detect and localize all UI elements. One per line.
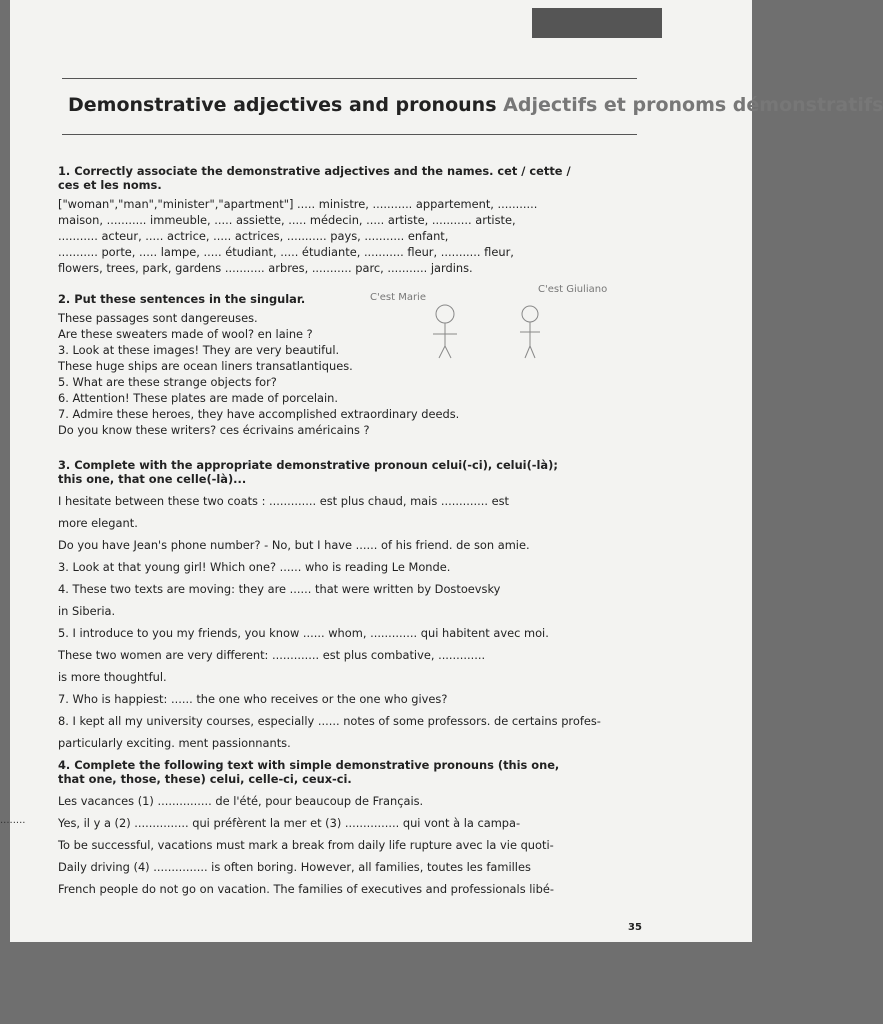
page-title bbox=[68, 94, 883, 116]
title-rule-top bbox=[62, 78, 637, 79]
exercise-4-line: To be successful, vacations must mark a break from daily life rupture avec la vie quoti- bbox=[58, 838, 554, 852]
annotation-right: C'est Giuliano bbox=[538, 284, 608, 295]
exercise-2-line: 3. Look at these images! They are very beautiful. bbox=[58, 343, 340, 357]
title-en: Demonstrative adjectives and pronouns bbox=[68, 94, 497, 116]
exercise-2-line: Are these sweaters made of wool? en laine ? bbox=[58, 327, 313, 341]
exercise-1-line: maison, ........... immeuble, ..... assiette, ..... médecin, ..... artiste, ........... artiste, bbox=[58, 213, 516, 227]
stick-figure-icon bbox=[433, 305, 457, 358]
exercise-3-line: These two women are very different: ............. est plus combative, ............. bbox=[58, 648, 486, 662]
exercise-2-heading: 2. Put these sentences in the singular. bbox=[58, 292, 306, 306]
exercise-3-line: 7. Who is happiest: ...... the one who receives or the one who gives? bbox=[58, 692, 448, 706]
exercise-4-line: Daily driving (4) ............... is often boring. However, all families, toutes les familles bbox=[58, 860, 531, 874]
exercise-2-line: 5. What are these strange objects for? bbox=[58, 375, 277, 389]
exercise-4-line: Yes, il y a (2) ............... qui préfèrent la mer et (3) ............... qui vont à la campa- bbox=[58, 816, 521, 830]
exercise-1-line: flowers, trees, park, gardens ........... arbres, ........... parc, ........... jardins. bbox=[58, 261, 473, 275]
corner-tab bbox=[532, 8, 662, 38]
margin-sketch bbox=[370, 280, 670, 360]
exercise-4-line: Les vacances (1) ............... de l'été, pour beaucoup de Français. bbox=[58, 794, 424, 808]
exercise-3-line: 5. I introduce to you my friends, you know ...... whom, ............. qui habitent avec moi. bbox=[58, 626, 549, 640]
exercise-1-line: ........... acteur, ..... actrice, ..... actrices, ........... pays, ........... enfant, bbox=[58, 229, 449, 243]
exercise-4-heading: 4. Complete the following text with simple demonstrative pronouns (this one, that one, those, these) celui, celle-ci, ceux-ci. bbox=[58, 758, 560, 786]
annotation-left: C'est Marie bbox=[370, 292, 426, 303]
exercise-2-line: These huge ships are ocean liners transatlantiques. bbox=[58, 359, 353, 373]
exercise-3-line: 3. Look at that young girl! Which one? ...... who is reading Le Monde. bbox=[58, 560, 451, 574]
worksheet-page bbox=[10, 0, 883, 942]
exercise-3-line: is more thoughtful. bbox=[58, 670, 167, 684]
exercise-3-line: in Siberia. bbox=[58, 604, 116, 618]
exercise-1-line: ........... porte, ..... lampe, ..... étudiant, ..... étudiante, ........... fleur, ........... fleur, bbox=[58, 245, 514, 259]
exercise-1 bbox=[58, 164, 578, 276]
exercise-1-heading: 1. Correctly associate the demonstrative adjectives and the names. cet / cette / ces et les noms. bbox=[58, 164, 571, 192]
title-rule-bottom bbox=[62, 134, 637, 135]
exercise-3-heading: 3. Complete with the appropriate demonstrative pronoun celui(-ci), celui(-là); this one, that one celle(-là)... bbox=[58, 458, 558, 486]
exercise-3-line: I hesitate between these two coats : ............. est plus chaud, mais ............. est bbox=[58, 494, 509, 508]
exercise-3-line: more elegant. bbox=[58, 516, 138, 530]
stick-figure-icon bbox=[520, 306, 540, 358]
exercise-2-line: 7. Admire these heroes, they have accomplished extraordinary deeds. bbox=[58, 407, 460, 421]
exercise-3-line: Do you have Jean's phone number? - No, but I have ...... of his friend. de son amie. bbox=[58, 538, 530, 552]
exercise-2-line: These passages sont dangereuses. bbox=[58, 311, 258, 325]
exercise-1-line: ["woman","man","minister","apartment"] ..... ministre, ........... appartement, ........... bbox=[58, 197, 538, 211]
exercise-4-line: French people do not go on vacation. The families of executives and professionals libé- bbox=[58, 882, 554, 896]
page-number: 35 bbox=[628, 922, 642, 933]
exercise-3-line: 8. I kept all my university courses, especially ...... notes of some professors. de certains profes- bbox=[58, 714, 601, 728]
exercise-2-line: 6. Attention! These plates are made of porcelain. bbox=[58, 391, 339, 405]
title-fr: Adjectifs et pronoms démonstratifs bbox=[503, 94, 883, 116]
exercise-3 bbox=[58, 458, 601, 754]
exercise-4 bbox=[58, 758, 578, 900]
margin-dots: ........ bbox=[0, 815, 26, 826]
exercise-2-line: Do you know these writers? ces écrivains américains ? bbox=[58, 423, 370, 437]
exercise-3-line: particularly exciting. ment passionnants. bbox=[58, 736, 291, 750]
exercise-3-line: 4. These two texts are moving: they are ...... that were written by Dostoevsky bbox=[58, 582, 501, 596]
